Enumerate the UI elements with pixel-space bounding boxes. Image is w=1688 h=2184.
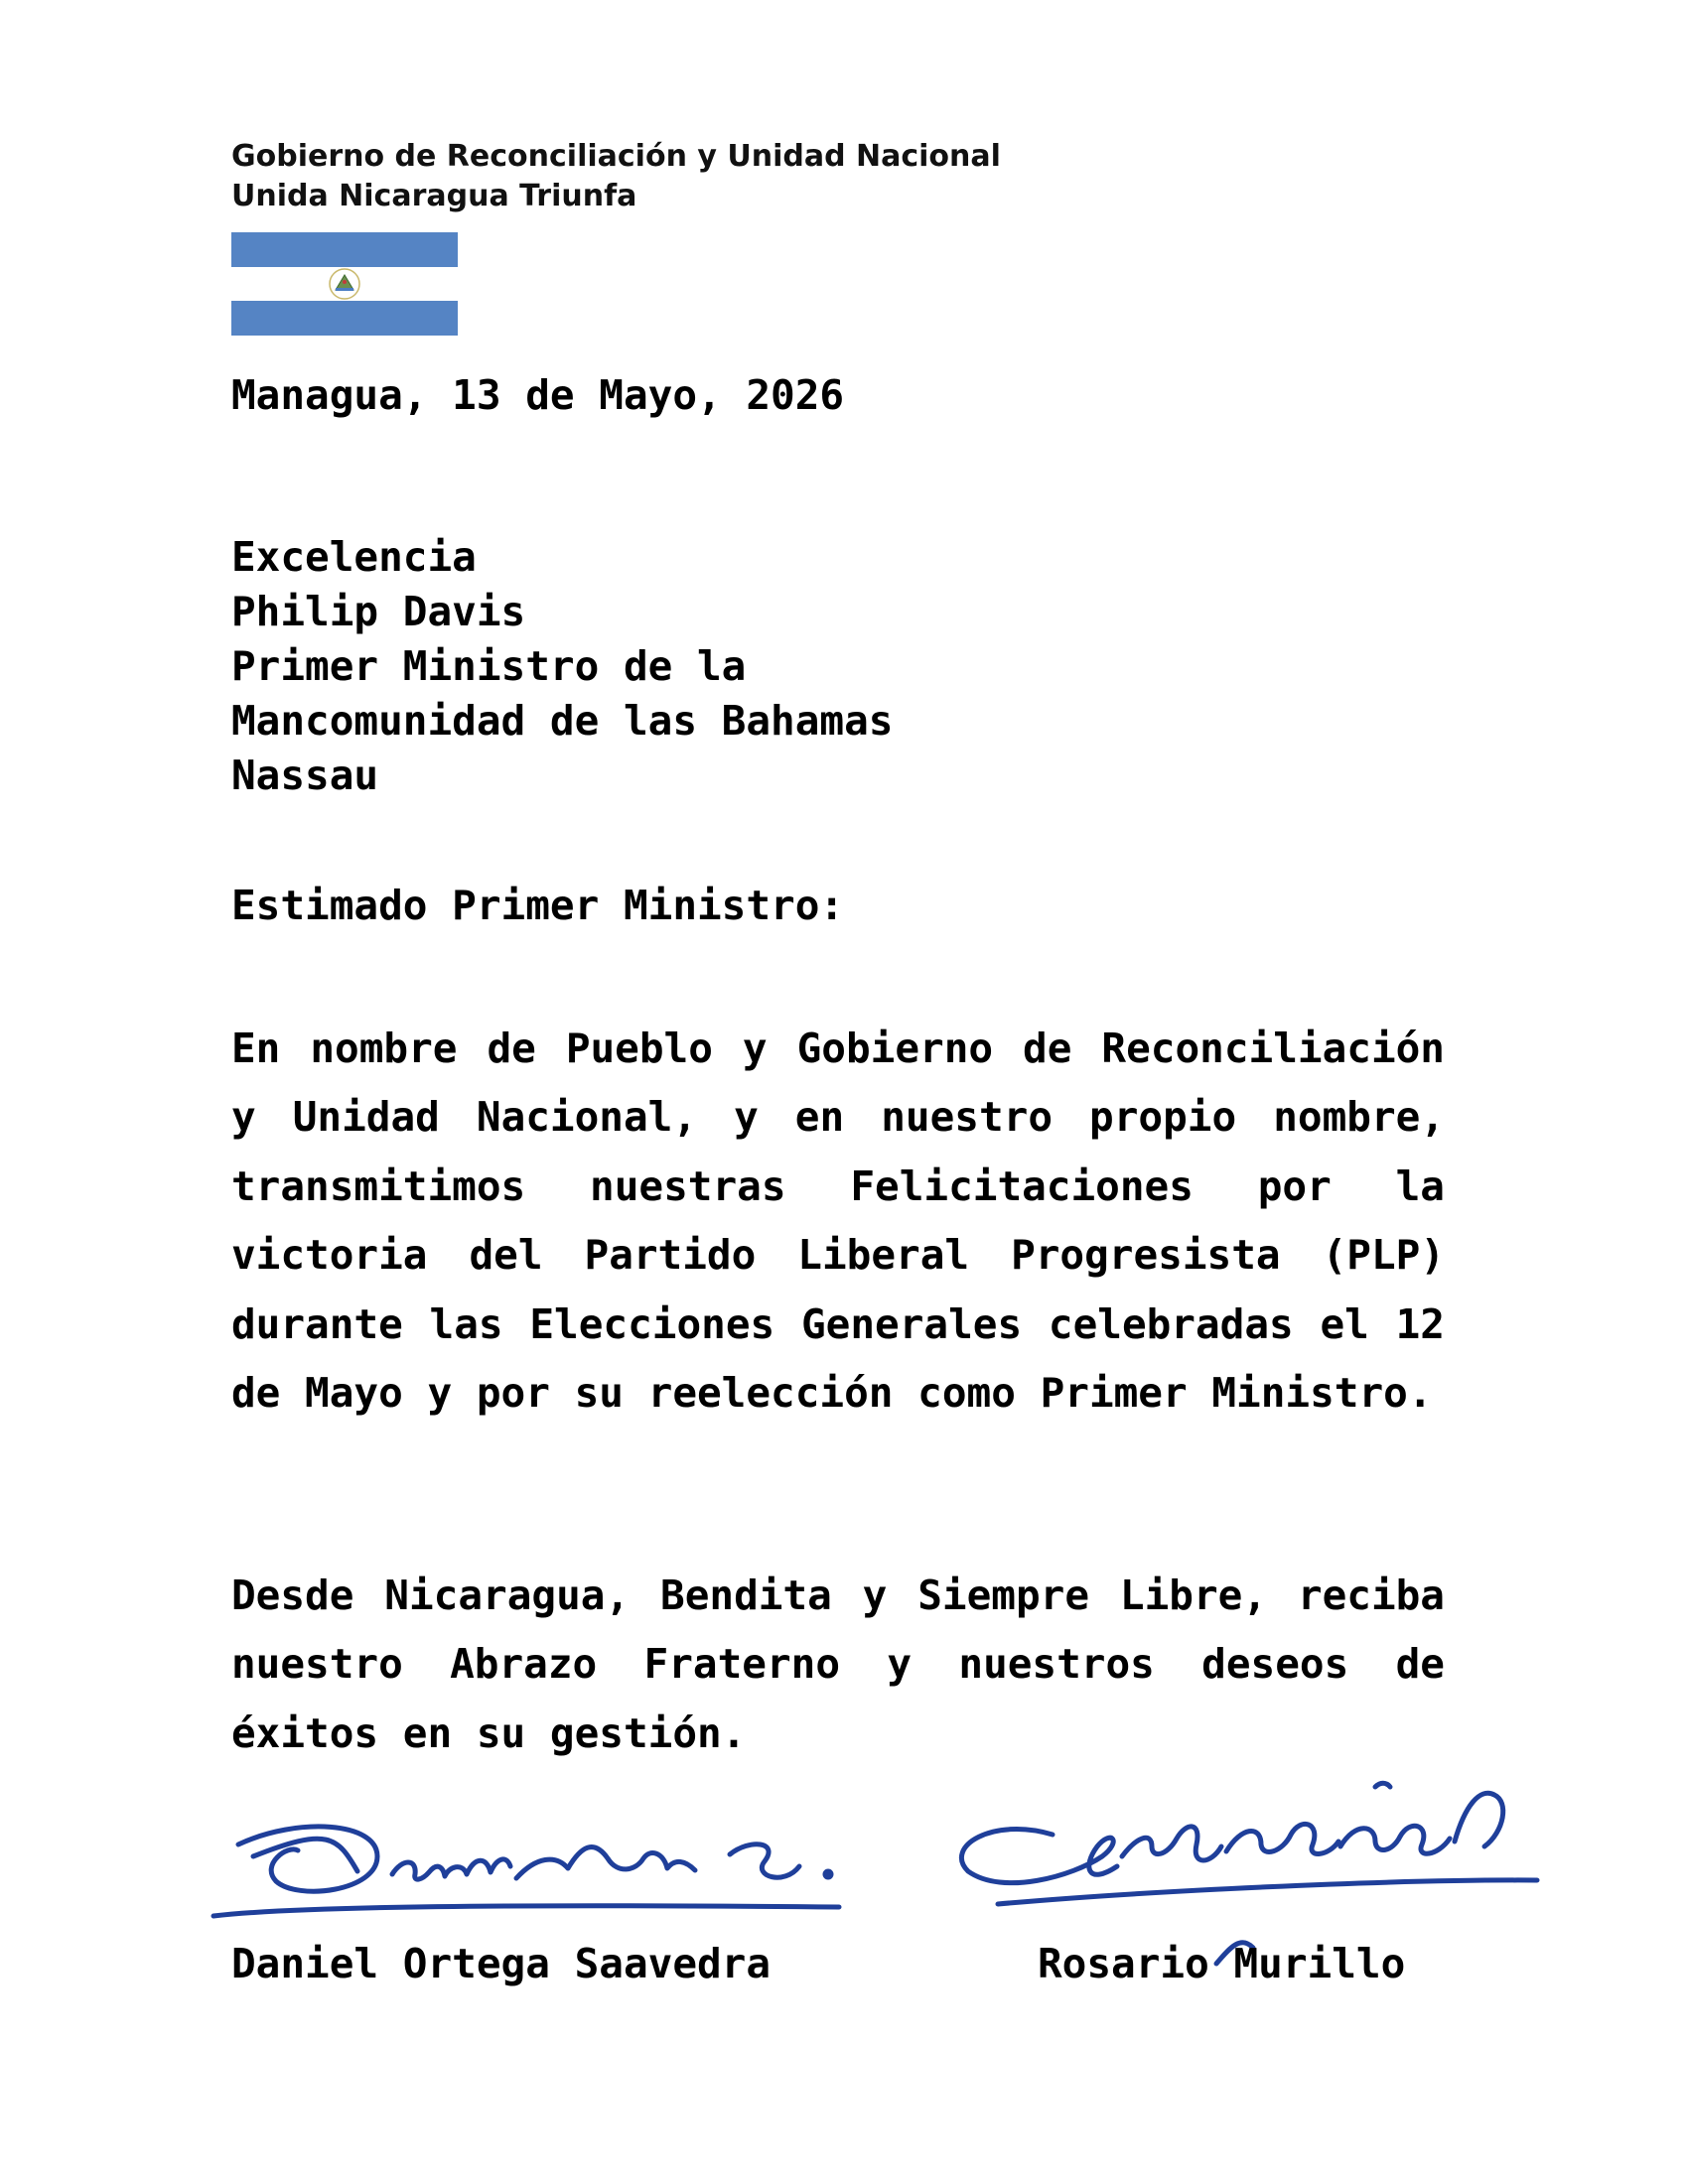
recipient-line: Excelencia: [231, 533, 477, 581]
body-paragraph-1: En nombre de Pueblo y Gobierno de Reconciliación y Unidad Nacional, y en nuestro propio nombre, transmitimos nuestras Felicitaciones por la victoria del Partido Liberal Progresista (PLP) durante las Elecciones Generales celebradas el 12 de Mayo y por su reelección como Primer Ministro.: [231, 1024, 1445, 1418]
signature-daniel-ortega: [213, 1827, 839, 1916]
nicaragua-flag-icon: [231, 232, 458, 336]
recipient-line: Primer Ministro de la: [231, 642, 747, 690]
signatory-name-right: Rosario Murillo: [1038, 1940, 1406, 1987]
recipient-line: Mancomunidad de las Bahamas: [231, 697, 894, 745]
body-paragraph-2: Desde Nicaragua, Bendita y Siempre Libre, reciba nuestro Abrazo Fraterno y nuestros deseos de éxitos en su gestión.: [231, 1571, 1445, 1757]
letter-date: Managua, 13 de Mayo, 2026: [231, 371, 845, 419]
recipient-line: Philip Davis: [231, 588, 526, 635]
letterhead: [231, 137, 1001, 216]
recipient-block: [231, 530, 893, 803]
signature-rosario-murillo: [961, 1783, 1537, 1964]
salutation: Estimado Primer Ministro:: [231, 882, 845, 929]
letterhead-government-name: Gobierno de Reconciliación y Unidad Nacional: [231, 139, 1001, 174]
recipient-line: Nassau: [231, 751, 379, 799]
signatory-name-left: Daniel Ortega Saavedra: [231, 1940, 772, 1987]
letterhead-slogan: Unida Nicaragua Triunfa: [231, 179, 637, 213]
